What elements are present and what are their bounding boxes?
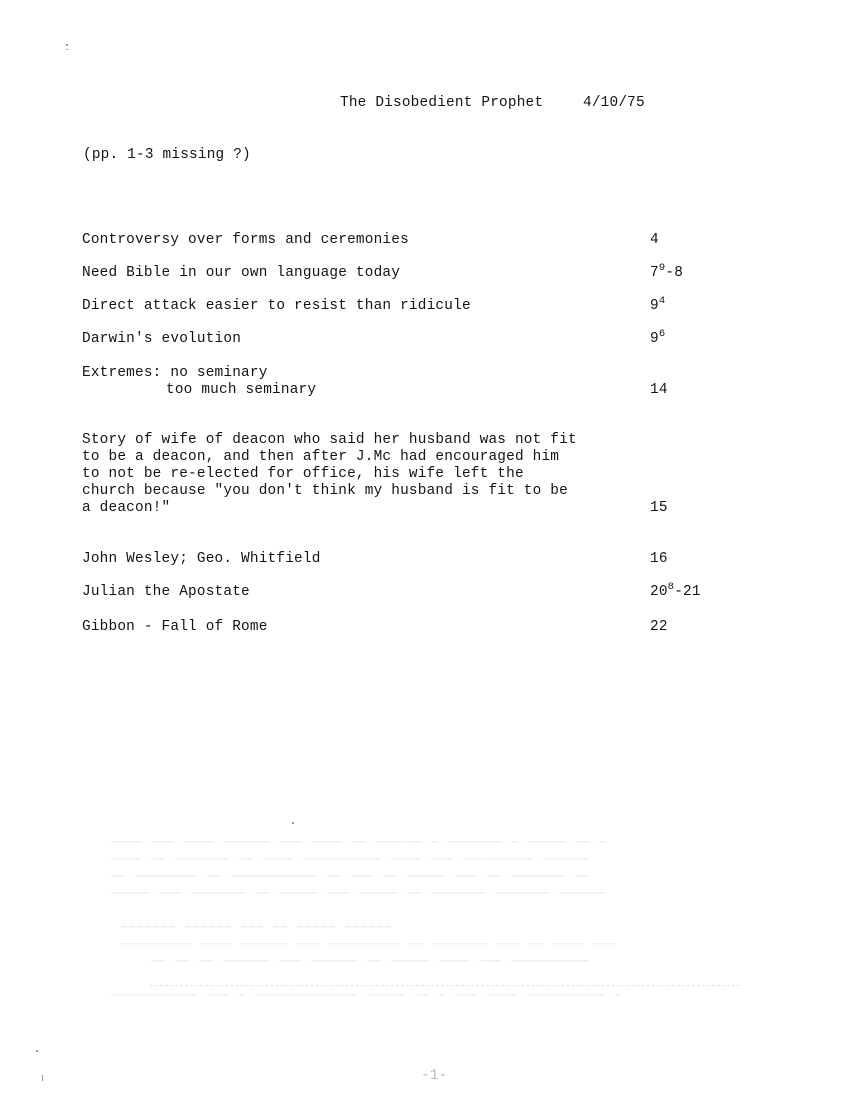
- entry-topic-line: a deacon!": [82, 500, 171, 516]
- scan-speck: [66, 44, 68, 46]
- entry-topic: Gibbon - Fall of Rome: [82, 619, 268, 635]
- entry-page-ref: 4: [650, 232, 659, 248]
- entry-topic: Controversy over forms and ceremonies: [82, 232, 409, 248]
- entry-topic: Direct attack easier to resist than ridicule: [82, 298, 471, 314]
- entry-page-ref: 14: [650, 382, 668, 398]
- entry-page-ref: $7^9-8$: [650, 262, 684, 281]
- entry-topic-line: Story of wife of deacon who said her husband was not fit: [82, 432, 577, 448]
- entry-page-ref: $20^8-21$: [650, 581, 701, 600]
- scan-speck: [42, 1075, 43, 1081]
- document-date: 4/10/75: [583, 95, 645, 111]
- entry-page-ref: $9^6$: [650, 328, 666, 347]
- entry-page-ref: 22: [650, 619, 668, 635]
- entry-topic: John Wesley; Geo. Whitfield: [82, 551, 321, 567]
- entry-topic: Julian the Apostate: [82, 584, 250, 600]
- entry-page-ref: $9^4$: [650, 295, 666, 314]
- entry-topic-line: to be a deacon, and then after J.Mc had encouraged him: [82, 449, 560, 465]
- entry-topic-line: too much seminary: [166, 382, 317, 398]
- scan-speck: [292, 822, 294, 824]
- entry-page-ref: 15: [650, 500, 668, 516]
- entry-topic: Darwin's evolution: [82, 331, 242, 347]
- entry-topic-line: Extremes: no seminary: [82, 365, 268, 381]
- entry-topic-line: to not be re-elected for office, his wife left the: [82, 466, 524, 482]
- entry-page-ref: 16: [650, 551, 668, 567]
- missing-pages-note: (pp. 1-3 missing ?): [83, 147, 251, 163]
- document-title: The Disobedient Prophet: [340, 95, 544, 111]
- entry-topic: Need Bible in our own language today: [82, 265, 401, 281]
- page-number: -1-: [421, 1068, 448, 1084]
- scan-speck: [66, 49, 68, 50]
- entry-topic-line: church because "you don't think my husband is fit to be: [82, 483, 568, 499]
- scan-speck: [36, 1050, 38, 1052]
